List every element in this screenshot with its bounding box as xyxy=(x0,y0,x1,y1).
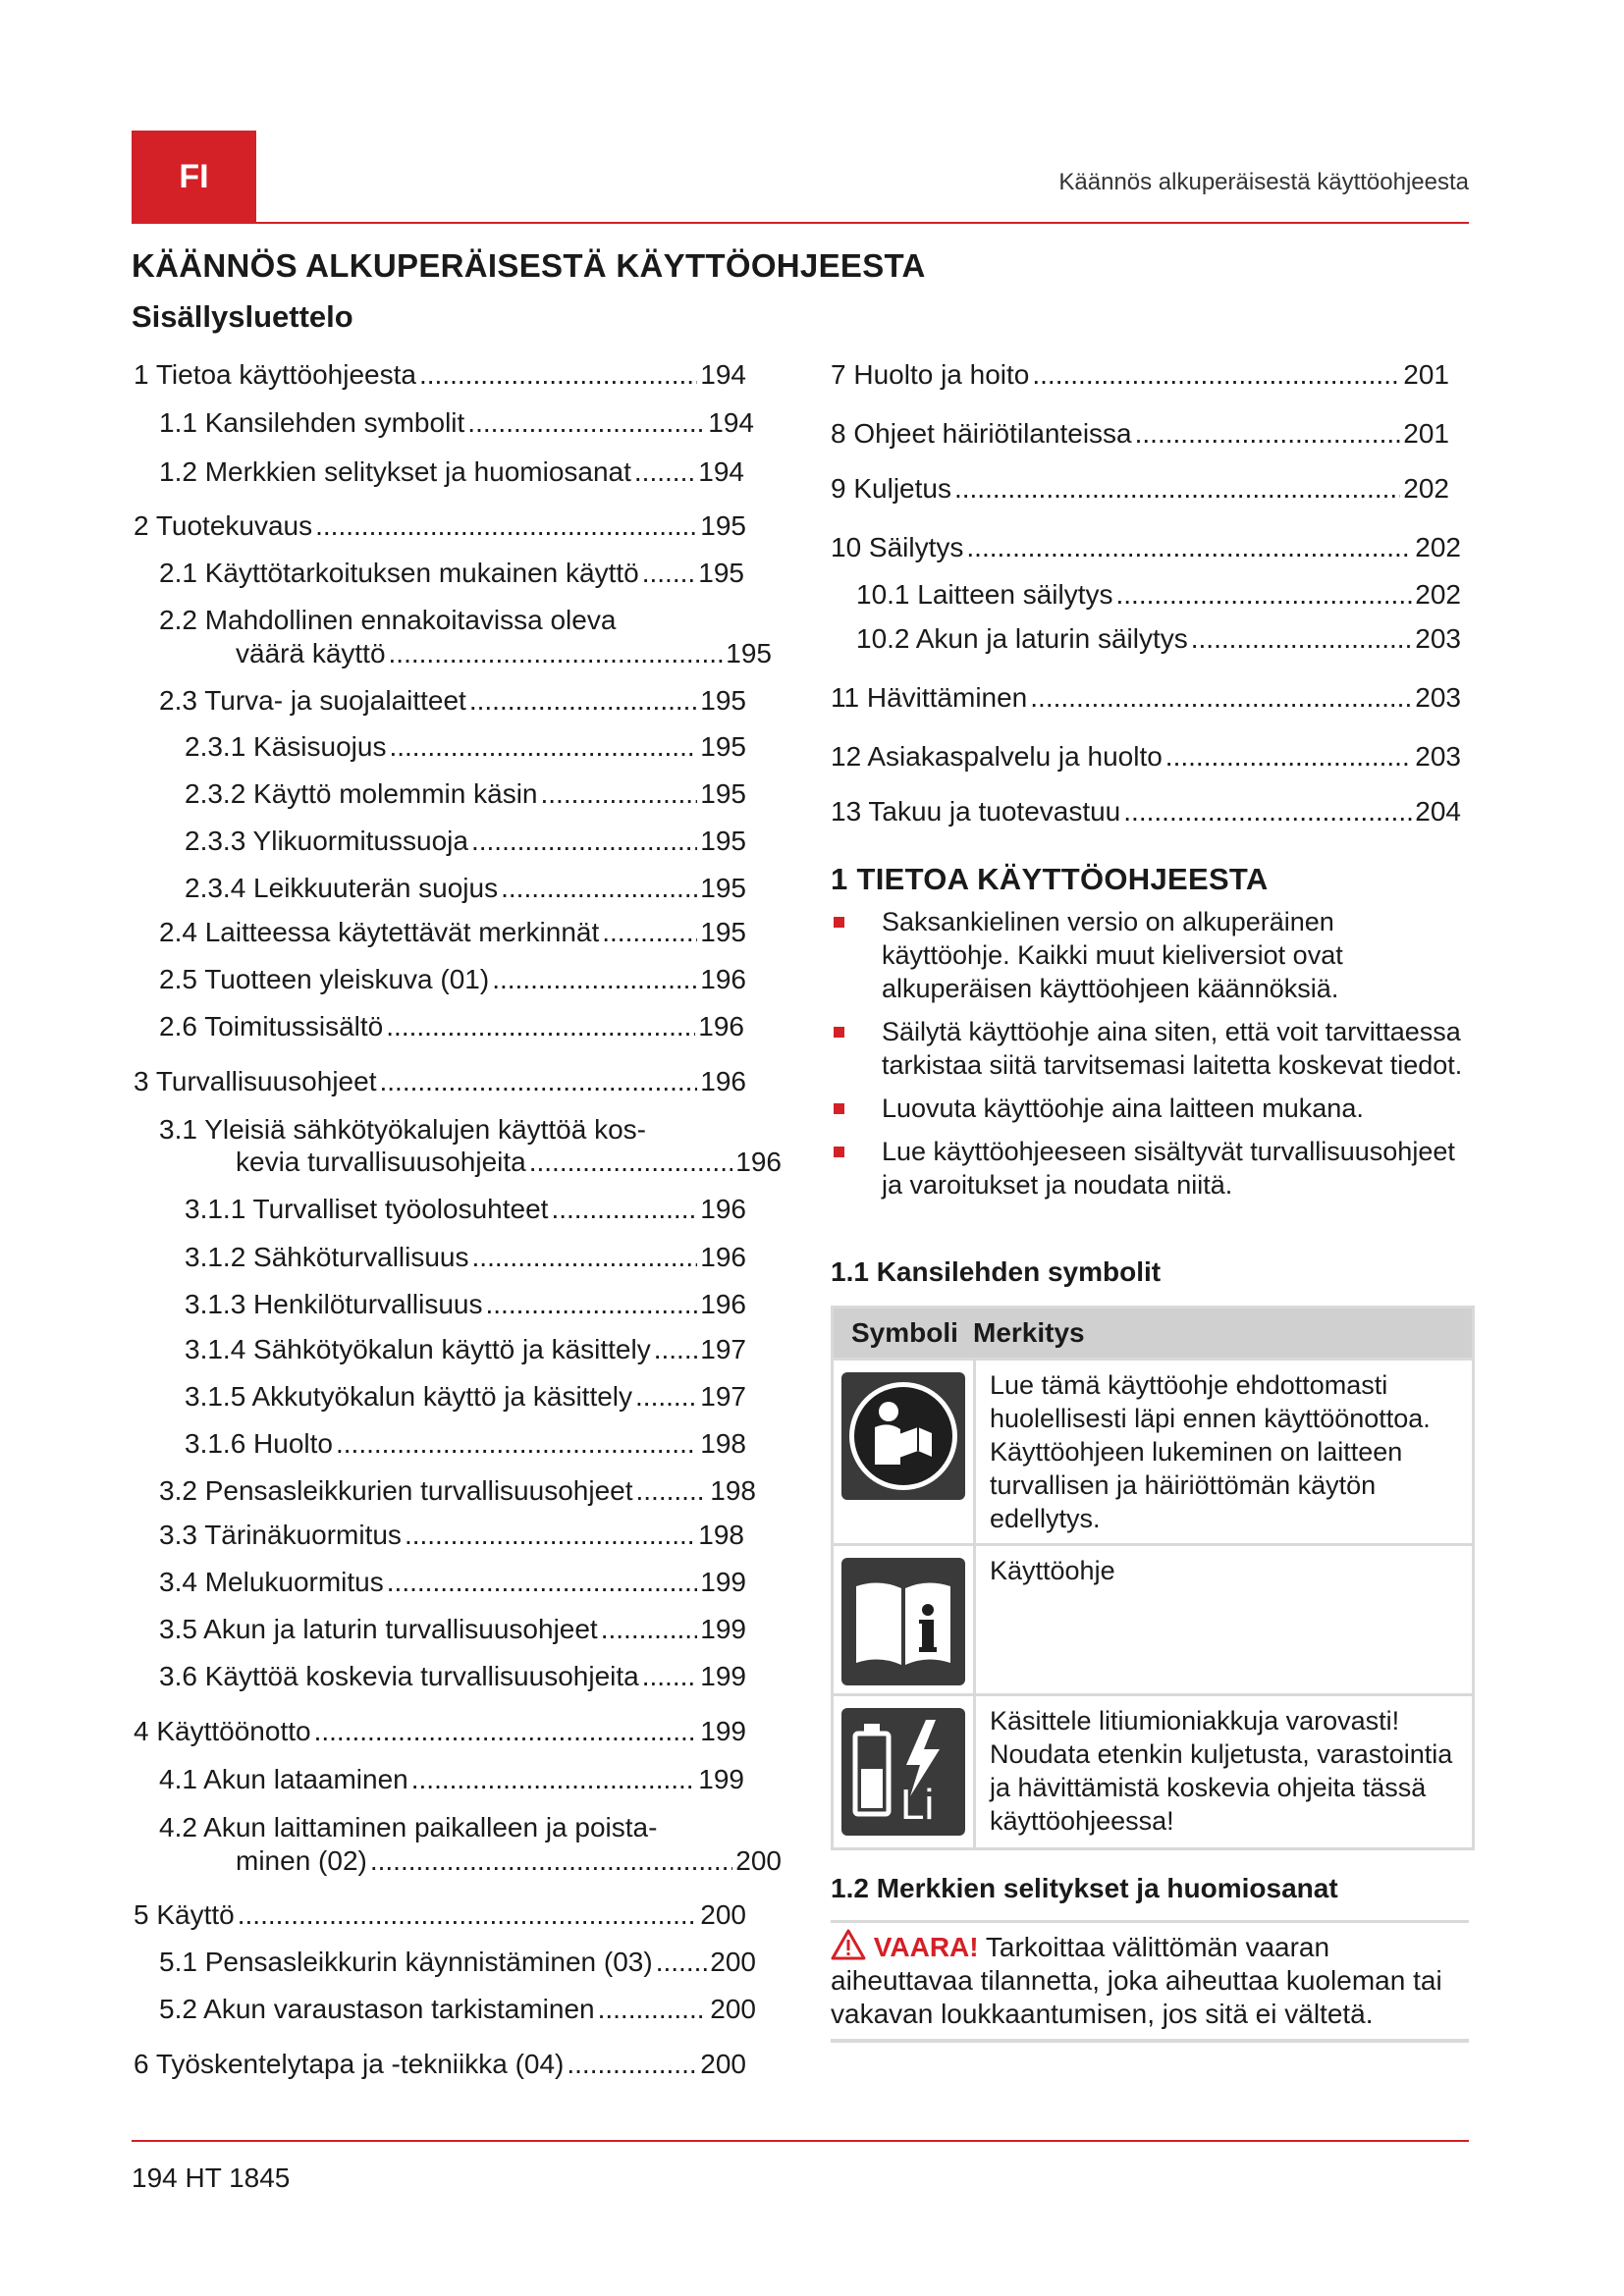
toc-entry[interactable]: kevia turvallisuusohjeita ..... 196 xyxy=(236,1147,782,1178)
toc-entry[interactable]: 12 Asiakaspalvelu ja huolto ..... 203 xyxy=(831,741,1461,773)
toc-entry-firstline: 4.2 Akun laittaminen paikalleen ja poista- xyxy=(159,1812,658,1842)
toc-entry[interactable]: 1.2 Merkkien selitykset ja huomiosanat ..... 194 xyxy=(159,456,744,488)
toc-entry[interactable]: 11 Hävittäminen ..... 203 xyxy=(831,682,1461,714)
bullet-square-icon xyxy=(834,1027,844,1038)
toc-entry[interactable]: 2.3 Turva- ja suojalaitteet ..... 195 xyxy=(159,685,746,717)
list-item: Luovuta käyttöohje aina laitteen mukana. xyxy=(831,1092,1469,1125)
toc-entry[interactable]: 7 Huolto ja hoito ..... 201 xyxy=(831,359,1449,391)
toc-entry[interactable]: 6 Työskentelytapa ja -tekniikka (04) ..... 200 xyxy=(134,2049,746,2080)
header-divider xyxy=(132,222,1469,224)
toc-entry[interactable]: 4.1 Akun lataaminen ..... 199 xyxy=(159,1764,744,1795)
bullet-square-icon xyxy=(834,917,844,928)
toc-entry[interactable]: 2.1 Käyttötarkoituksen mukainen käyttö ..... 195 xyxy=(159,558,744,589)
table-header xyxy=(834,1308,1472,1358)
toc-entry[interactable]: 5 Käyttö ..... 200 xyxy=(134,1899,746,1931)
toc-entry[interactable]: 3.1.3 Henkilöturvallisuus ..... 196 xyxy=(185,1289,746,1320)
toc-entry[interactable]: 3.3 Tärinäkuormitus ..... 198 xyxy=(159,1520,744,1551)
toc-entry[interactable]: 8 Ohjeet häiriötilanteissa ..... 201 xyxy=(831,418,1449,450)
col-meaning-header: Merkitys xyxy=(973,1317,1085,1348)
toc-entry[interactable]: 2.3.1 Käsisuojus ..... 195 xyxy=(185,731,746,763)
table-row xyxy=(834,1693,1472,1847)
toc-entry[interactable]: 3.6 Käyttöä koskevia turvallisuusohjeita ..... 199 xyxy=(159,1661,746,1692)
toc-entry[interactable]: 3.1.5 Akkutyökalun käyttö ja käsittely ..... 197 xyxy=(185,1381,746,1413)
document-title: KÄÄNNÖS ALKUPERÄISESTÄ KÄYTTÖOHJEESTA xyxy=(132,247,926,284)
bullet-square-icon xyxy=(834,1147,844,1157)
toc-entry[interactable]: 3.1.6 Huolto ..... 198 xyxy=(185,1428,746,1460)
symbol-meaning: Käsittele litiumioniakkuja varovasti! Noudata etenkin kuljetusta, varastointia ja hävittämistä koskevia ohjeita tässä käyttöohjeessa! xyxy=(990,1706,1453,1836)
toc-entry[interactable]: 2.3.2 Käyttö molemmin käsin ..... 195 xyxy=(185,778,746,810)
warning-box xyxy=(831,1920,1469,2043)
table-row xyxy=(834,1543,1472,1693)
bullet-square-icon xyxy=(834,1103,844,1114)
toc-entry[interactable]: 3.5 Akun ja laturin turvallisuusohjeet ..... 199 xyxy=(159,1614,746,1645)
toc-entry[interactable]: 1.1 Kansilehden symbolit ..... 194 xyxy=(159,407,754,439)
section-1-title: 1 TIETOA KÄYTTÖOHJEESTA xyxy=(831,862,1269,896)
symbol-meaning: Käyttöohje xyxy=(990,1556,1115,1585)
toc-entry[interactable]: 3.1.1 Turvalliset työolosuhteet ..... 196 xyxy=(185,1194,746,1225)
table-row xyxy=(834,1358,1472,1543)
running-header-title: Käännös alkuperäisestä käyttöohjeesta xyxy=(1058,169,1469,195)
toc-entry[interactable]: 3.1.4 Sähkötyökalun käyttö ja käsittely ..... 197 xyxy=(185,1334,746,1365)
warning-triangle-icon xyxy=(831,1929,866,1960)
toc-entry[interactable]: 3.1.2 Sähköturvallisuus ..... 196 xyxy=(185,1242,746,1273)
language-badge: FI xyxy=(132,131,256,223)
warning-text: Tarkoittaa välittömän vaaran aiheuttavaa tilannetta, joka aiheuttaa kuoleman tai vakavan loukkaantumisen, jos sitä ei vältetä. xyxy=(831,1932,1442,2029)
section-1-1-title: 1.1 Kansilehden symbolit xyxy=(831,1256,1162,1287)
toc-entry[interactable]: 5.2 Akun varaustason tarkistaminen ..... 200 xyxy=(159,1994,756,2025)
toc-entry[interactable]: 3.2 Pensasleikkurien turvallisuusohjeet ..... 198 xyxy=(159,1475,756,1507)
lithium-battery-icon xyxy=(841,1708,965,1836)
toc-entry[interactable]: 1 Tietoa käyttöohjeesta ..... 194 xyxy=(134,359,746,391)
toc-entry[interactable]: minen (02) ..... 200 xyxy=(236,1845,782,1877)
symbol-meaning: Lue tämä käyttöohje ehdottomasti huolellisesti läpi ennen käyttöönottoa. Käyttöohjeen lukeminen on laitteen turvallisen ja häiriöttömän käytön edellytys. xyxy=(990,1370,1431,1533)
toc-heading: Sisällysluettelo xyxy=(132,299,353,334)
toc-entry-firstline: 2.2 Mahdollinen ennakoitavissa oleva xyxy=(159,605,617,635)
read-manual-icon xyxy=(841,1372,965,1500)
list-item: Lue käyttöohjeeseen sisältyvät turvallisuusohjeet ja varoitukset ja noudata niitä. xyxy=(831,1135,1469,1201)
toc-entry[interactable]: 2 Tuotekuvaus ..... 195 xyxy=(134,510,746,542)
footer-divider xyxy=(132,2140,1469,2142)
warning-label: VAARA! xyxy=(873,1932,979,1962)
manual-info-icon xyxy=(841,1558,965,1685)
toc-entry[interactable]: 2.3.4 Leikkuuterän suojus ..... 195 xyxy=(185,873,746,904)
list-item: Saksankielinen versio on alkuperäinen käyttöohje. Kaikki muut kieliversiot ovat alkuperäisen käyttöohjeen käännöksiä. xyxy=(831,905,1469,1005)
toc-entry[interactable]: 10.1 Laitteen säilytys ..... 202 xyxy=(856,579,1461,611)
toc-entry-firstline: 3.1 Yleisiä sähkötyökalujen käyttöä kos- xyxy=(159,1114,646,1145)
symbol-table xyxy=(831,1306,1475,1850)
section-1-2-title: 1.2 Merkkien selitykset ja huomiosanat xyxy=(831,1873,1338,1903)
col-symbol-header: Symboli xyxy=(851,1317,958,1348)
toc-entry[interactable]: 2.4 Laitteessa käytettävät merkinnät ..... 195 xyxy=(159,917,746,948)
toc-entry[interactable]: 4 Käyttöönotto ..... 199 xyxy=(134,1716,746,1747)
lithium-label: Li xyxy=(900,1781,935,1829)
toc-entry[interactable]: 3.4 Melukuormitus ..... 199 xyxy=(159,1567,746,1598)
toc-entry[interactable]: 2.6 Toimitussisältö ..... 196 xyxy=(159,1011,744,1042)
toc-entry[interactable]: 2.3.3 Ylikuormitussuoja ..... 195 xyxy=(185,826,746,857)
list-item: Säilytä käyttöohje aina siten, että voit tarvittaessa tarkistaa siitä tarvitsemasi laitetta koskevat tiedot. xyxy=(831,1015,1469,1082)
section-1-bullets xyxy=(831,905,1469,1211)
toc-entry[interactable]: 5.1 Pensasleikkurin käynnistäminen (03) ..... 200 xyxy=(159,1947,756,1978)
toc-entry[interactable]: 2.5 Tuotteen yleiskuva (01) ..... 196 xyxy=(159,964,746,995)
toc-entry[interactable]: väärä käyttö ..... 195 xyxy=(236,638,772,669)
toc-entry[interactable]: 10 Säilytys ..... 202 xyxy=(831,532,1461,563)
footer-page-number: 194 HT 1845 xyxy=(132,2163,291,2193)
toc-entry[interactable]: 10.2 Akun ja laturin säilytys ..... 203 xyxy=(856,623,1461,655)
toc-entry[interactable]: 3 Turvallisuusohjeet ..... 196 xyxy=(134,1066,746,1097)
toc-entry[interactable]: 13 Takuu ja tuotevastuu ..... 204 xyxy=(831,796,1461,828)
toc-entry[interactable]: 9 Kuljetus ..... 202 xyxy=(831,473,1449,505)
